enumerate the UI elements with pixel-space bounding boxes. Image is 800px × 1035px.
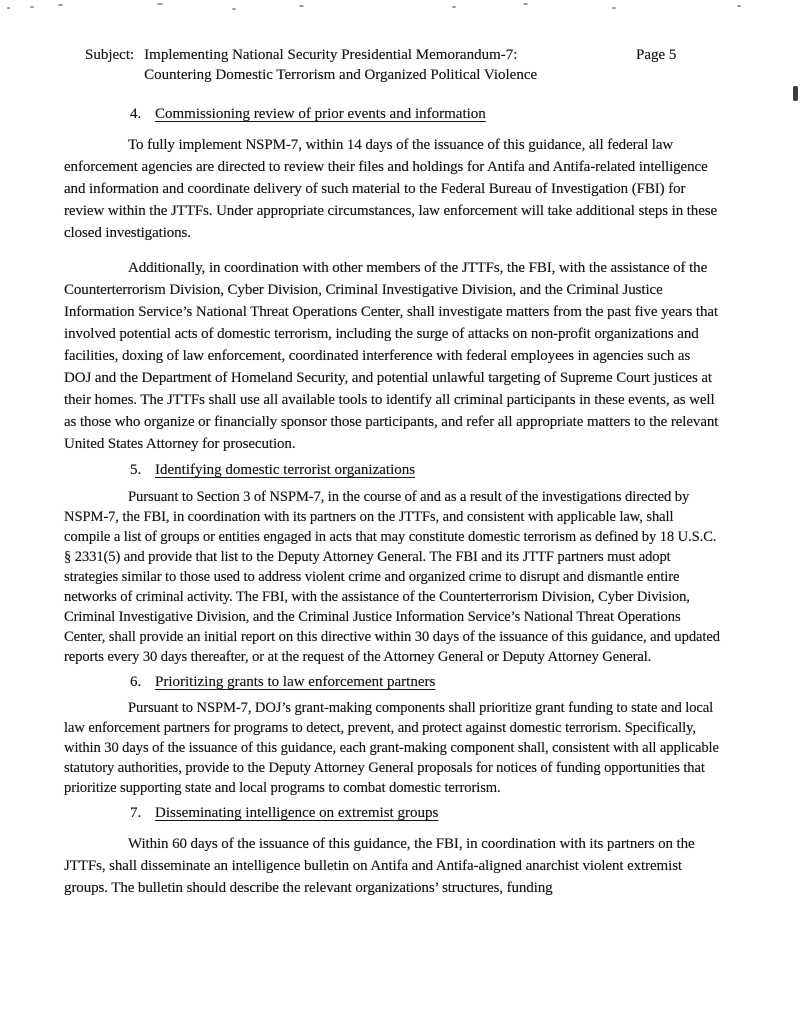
page-number: Page 5 [636,47,677,63]
section-number: 6. [130,674,142,690]
paragraph: Pursuant to NSPM-7, DOJ’s grant-making components shall prioritize grant funding to state and local law enforcement partners for programs to detect, prevent, and protect against domestic terrorism. Specifically, within 30 days of the issuance of this guidance, each grant-making component shall, consistent with all applicable statutory authorities, provide to the Deputy Attorney General proposals for notices of funding opportunities that prioritize supporting state and local programs to combat domestic terrorism. [64,700,719,796]
scan-artifact [737,5,741,7]
section-number: 4. [130,106,142,122]
paragraph: Within 60 days of the issuance of this guidance, the FBI, in coordination with its partners on the JTTFs, shall disseminate an intelligence bulletin on Antifa and Antifa-aligned anarchist violent extremist groups. The bulletin should describe the relevant organizations’ structures, funding [64,836,695,896]
scan-artifact [7,7,10,9]
subject-line-1: Implementing National Security Presidential Memorandum-7: [144,47,518,63]
paragraph: Pursuant to Section 3 of NSPM-7, in the course of and as a result of the investigations directed by NSPM-7, the FBI, in coordination with its partners on the JTTFs, and consistent with applicable law, shall compile a list of groups or entities engaged in acts that may constitute domestic terrorism as defined by 18 U.S.C. § 2331(5) and provide that list to the Deputy Attorney General. The FBI and its JTTF partners must adopt strategies similar to those used to address violent crime and organized crime to disrupt and dismantle entire networks of criminal activity. The FBI, with the assistance of the Counterterrorism Division, Cyber Division, Criminal Investigative Division, and the Criminal Justice Information Service’s National Threat Operations Center, shall provide an initial report on this directive within 30 days of the issuance of this guidance, and updated reports every 30 days thereafter, or at the request of the Attorney General or Deputy Attorney General. [64,489,720,665]
section-title: Prioritizing grants to law enforcement partners [155,674,436,690]
section-heading-7 [130,802,720,824]
subject-line-2: Countering Domestic Terrorism and Organized Political Violence [144,66,538,83]
scan-artifact [793,86,798,101]
scan-artifact [58,4,63,6]
scan-artifact [30,6,34,8]
section-heading-5 [130,459,720,481]
subject-text [144,46,537,85]
document-header [85,46,720,85]
subject-label: Subject: [85,47,135,63]
paragraph: To fully implement NSPM-7, within 14 days of the issuance of this guidance, all federal law enforcement agencies are directed to review their files and holdings for Antifa and Antifa-related intelligence and information and coordinate delivery of such material to the Federal Bureau of Investigation (FBI) for review within the JTTFs. Under appropriate circumstances, law enforcement will take additional steps in these closed investigations. [64,137,718,241]
paragraph: Additionally, in coordination with other members of the JTTFs, the FBI, with the assistance of the Counterterrorism Division, Cyber Division, Criminal Investigative Division, and the Criminal Justice Information Service’s National Threat Operations Center, shall investigate matters from the past five years that involved potential acts of domestic terrorism, including the surge of attacks on non-profit organizations and facilities, doxing of law enforcement, coordinated interference with federal employees in agencies such as DOJ and the Department of Homeland Security, and potential unlawful targeting of Supreme Court justices at their homes. The JTTFs shall use all available tools to identify all criminal participants in these events, as well as those who organize or financially sponsor those participants, and refer all appropriate matters to the relevant United States Attorney for prosecution. [64,260,719,452]
section-number: 7. [130,805,142,821]
section-heading-6 [130,671,720,693]
section-title: Disseminating intelligence on extremist groups [155,805,439,821]
section-title: Commissioning review of prior events and information [155,106,486,122]
section-heading-4 [130,103,720,125]
section-title: Identifying domestic terrorist organizations [155,462,416,478]
section-number: 5. [130,462,142,478]
